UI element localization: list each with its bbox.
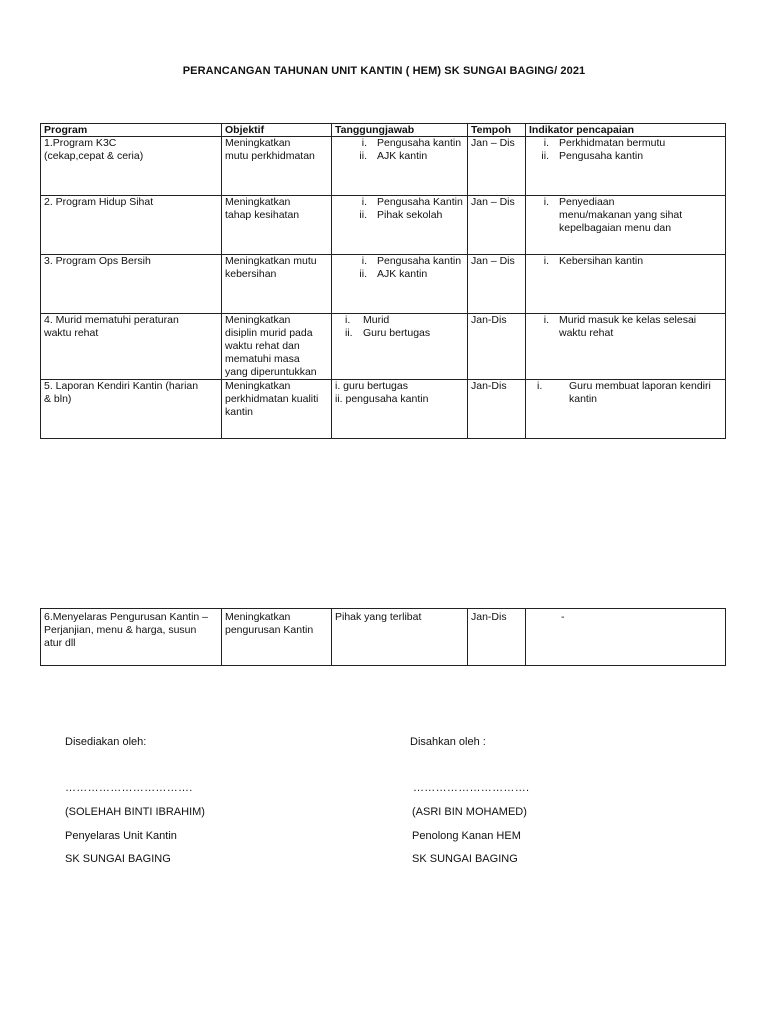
table-row: [41, 196, 726, 255]
list-text: Murid: [363, 314, 390, 326]
objektif-cell: [222, 380, 332, 439]
tanggungjawab-cell: [332, 196, 468, 255]
program-text: atur dll: [44, 637, 76, 649]
list-number: i.: [361, 137, 367, 149]
tanggungjawab-cell: [332, 137, 468, 196]
list-number: i.: [543, 137, 549, 149]
list-number: ii.: [345, 327, 353, 339]
program-text: Perjanjian, menu & harga, susun: [44, 624, 197, 636]
tanggungjawab-text: i. guru bertugas: [335, 380, 408, 392]
objektif-text: Meningkatkan: [225, 611, 291, 623]
table-row: [41, 255, 726, 314]
objektif-text: disiplin murid pada: [225, 327, 313, 339]
objektif-text: Meningkatkan: [225, 196, 291, 208]
list-text: AJK kantin: [377, 268, 428, 280]
program-text: 6.Menyelaras Pengurusan Kantin –: [44, 611, 209, 623]
tempoh-cell: Jan-Dis: [468, 380, 526, 439]
list-text: Pengusaha kantin: [559, 150, 644, 162]
tempoh-cell: Jan – Dis: [468, 137, 526, 196]
indikator-cell: [526, 314, 726, 380]
program-cell: [41, 609, 222, 666]
program-cell: [41, 137, 222, 196]
tanggungjawab-text: ii. pengusaha kantin: [335, 393, 429, 405]
program-text: 2. Program Hidup Sihat: [44, 196, 154, 208]
list-text: Murid masuk ke kelas selesai waktu rehat: [559, 314, 697, 339]
objektif-text: tahap kesihatan: [225, 209, 300, 221]
prepared-by-position: Penyelaras Unit Kantin: [65, 830, 177, 842]
list-text: Perkhidmatan bermutu: [559, 137, 666, 149]
objektif-cell: [222, 255, 332, 314]
list-text: Guru membuat laporan kendiri kantin: [569, 380, 711, 405]
program-text: 5. Laporan Kendiri Kantin (harian: [44, 380, 199, 392]
indikator-cell: [526, 609, 726, 666]
list-text: Kebersihan kantin: [559, 255, 644, 267]
plan-table-continued: [40, 608, 726, 666]
indikator-dash: -: [561, 611, 565, 623]
list-text: Pengusaha kantin: [377, 137, 462, 149]
list-number: i.: [543, 255, 549, 267]
list-text: Pengusaha kantin: [377, 255, 462, 267]
approved-by-school: SK SUNGAI BAGING: [412, 853, 518, 865]
list-number: i.: [537, 380, 543, 392]
objektif-text: perkhidmatan kualiti: [225, 393, 319, 405]
tanggungjawab-cell: [332, 255, 468, 314]
objektif-text: yang diperuntukkan: [225, 366, 317, 378]
objektif-text: mematuhi masa: [225, 353, 300, 365]
header-tanggungjawab: Tanggungjawab: [332, 124, 468, 137]
table-row: [41, 314, 726, 380]
objektif-text: Meningkatkan: [225, 137, 291, 149]
tempoh-cell: Jan-Dis: [468, 609, 526, 666]
table-row: [41, 380, 726, 439]
list-number: ii.: [359, 150, 367, 162]
objektif-cell: [222, 137, 332, 196]
header-tempoh: Tempoh: [468, 124, 526, 137]
program-text: waktu rehat: [44, 327, 99, 339]
tanggungjawab-cell: [332, 380, 468, 439]
approved-by-label: Disahkan oleh :: [410, 736, 486, 748]
objektif-text: mutu perkhidmatan: [225, 150, 315, 162]
objektif-text: kebersihan: [225, 268, 277, 280]
table-row: [41, 137, 726, 196]
list-text: Penyediaan menu/makanan yang sihat kepelbagaian menu dan: [559, 196, 683, 234]
list-text: Guru bertugas: [363, 327, 431, 339]
objektif-text: Meningkatkan: [225, 314, 291, 326]
prepared-by-school: SK SUNGAI BAGING: [65, 853, 171, 865]
program-text: 1.Program K3C: [44, 137, 117, 149]
list-number: i.: [543, 196, 549, 208]
list-number: i.: [361, 196, 367, 208]
objektif-text: Meningkatkan: [225, 380, 291, 392]
approved-by-name: (ASRI BIN MOHAMED): [412, 806, 527, 818]
objektif-cell: [222, 609, 332, 666]
list-text: Pengusaha Kantin: [377, 196, 463, 208]
prepared-by-name: (SOLEHAH BINTI IBRAHIM): [65, 806, 205, 818]
program-cell: [41, 196, 222, 255]
tempoh-cell: Jan – Dis: [468, 255, 526, 314]
indikator-cell: [526, 380, 726, 439]
indikator-cell: [526, 196, 726, 255]
indikator-cell: [526, 255, 726, 314]
header-indikator: Indikator pencapaian: [526, 124, 726, 137]
program-text: 3. Program Ops Bersih: [44, 255, 151, 267]
prepared-by-label: Disediakan oleh:: [65, 736, 147, 748]
header-program: Program: [41, 124, 222, 137]
table-header-row: [41, 124, 726, 137]
objektif-cell: [222, 196, 332, 255]
table-row: [41, 609, 726, 666]
objektif-cell: [222, 314, 332, 380]
program-cell: [41, 380, 222, 439]
plan-table: [40, 123, 726, 439]
tanggungjawab-cell: Pihak yang terlibat: [332, 609, 468, 666]
list-number: i.: [361, 255, 367, 267]
header-objektif: Objektif: [222, 124, 332, 137]
list-number: i.: [543, 314, 549, 326]
indikator-cell: [526, 137, 726, 196]
approved-by-signature-line: ………………………….: [413, 782, 530, 794]
list-number: ii.: [359, 209, 367, 221]
list-text: Pihak sekolah: [377, 209, 443, 221]
objektif-text: waktu rehat dan: [225, 340, 300, 352]
prepared-by-signature-line: …………………………….: [65, 782, 193, 794]
tempoh-cell: Jan – Dis: [468, 196, 526, 255]
objektif-text: Meningkatkan mutu: [225, 255, 317, 267]
program-cell: [41, 314, 222, 380]
program-text: & bln): [44, 393, 72, 405]
tanggungjawab-cell: [332, 314, 468, 380]
list-number: i.: [345, 314, 351, 326]
program-text: 4. Murid mematuhi peraturan: [44, 314, 179, 326]
list-text: AJK kantin: [377, 150, 428, 162]
list-number: ii.: [541, 150, 549, 162]
document-title: PERANCANGAN TAHUNAN UNIT KANTIN ( HEM) SK SUNGAI BAGING/ 2021: [182, 65, 586, 77]
tempoh-cell: Jan-Dis: [468, 314, 526, 380]
program-cell: [41, 255, 222, 314]
list-number: ii.: [359, 268, 367, 280]
objektif-text: pengurusan Kantin: [225, 624, 314, 636]
approved-by-position: Penolong Kanan HEM: [412, 830, 521, 842]
objektif-text: kantin: [225, 406, 254, 418]
program-text: (cekap,cepat & ceria): [44, 150, 144, 162]
